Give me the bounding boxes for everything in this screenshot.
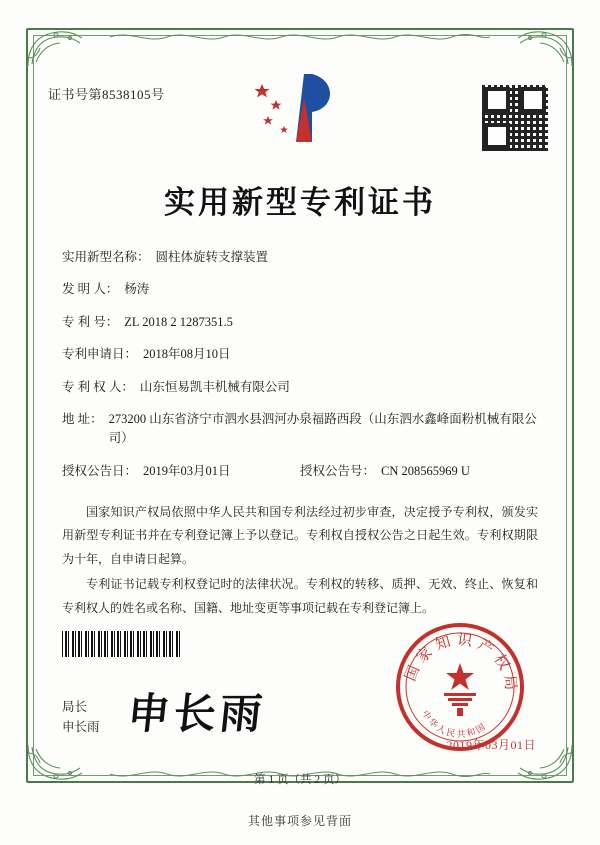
border-flourish-top-icon xyxy=(110,30,490,44)
field-row-patentee xyxy=(62,378,538,397)
signature-block xyxy=(62,697,100,737)
signature-name: 申长雨 xyxy=(62,720,100,734)
field-value: 圆柱体旋转支撑装置 xyxy=(155,250,269,264)
field-value: 2018年08月10日 xyxy=(143,347,231,362)
field-list xyxy=(62,248,538,481)
svg-text:中华人民共和国: 中华人民共和国 xyxy=(419,709,490,741)
field-label: 授权公告号： xyxy=(300,463,376,478)
official-seal xyxy=(394,621,526,753)
barcode xyxy=(62,631,180,657)
grant-date-group xyxy=(62,462,300,481)
field-row-name xyxy=(62,248,538,267)
field-value: 2019年03月01日 xyxy=(143,463,231,478)
signature-title: 局长 xyxy=(62,700,88,714)
field-label: 地 址： xyxy=(62,411,103,426)
handwritten-signature: 申长雨 xyxy=(125,689,269,738)
paragraph-1: 国家知识产权局依照中华人民共和国专利法经过初步审查，决定授予专利权，颁发实用新型专利证书并在专利登记簿上予以登记。专利权自授权公告之日起生效。专利权期限为十年，自申请日起算。 xyxy=(62,505,538,566)
page-indicator: 第 1 页（共 2 页） xyxy=(254,774,346,786)
field-row-inventor xyxy=(62,280,538,299)
field-row-application-date xyxy=(62,345,538,364)
field-label: 专利申请日： xyxy=(62,347,138,362)
field-label: 专 利 权 人： xyxy=(62,379,134,394)
paragraph-2: 专利证书记载专利权登记时的法律状况。专利权的转移、质押、无效、终止、恢复和专利权人的姓名或名称、国籍、地址变更等事项记载在专利登记簿上。 xyxy=(62,577,538,615)
field-label: 实用新型名称： xyxy=(62,250,150,264)
field-value: ZL 2018 2 1287351.5 xyxy=(124,314,233,329)
grant-number-group xyxy=(300,462,538,481)
certificate-number: 证书号第8538105号 xyxy=(48,87,165,102)
field-row-patent-number xyxy=(62,313,538,332)
field-row-grant xyxy=(62,462,538,481)
field-row-address xyxy=(62,410,538,449)
field-label: 专 利 号： xyxy=(62,314,119,329)
field-value: CN 208565969 U xyxy=(381,463,470,478)
field-value: 杨涛 xyxy=(124,282,150,297)
field-label: 授权公告日： xyxy=(62,463,138,478)
certificate-content xyxy=(48,60,552,622)
field-value: 山东恒易凯丰机械有限公司 xyxy=(139,379,290,394)
page-title: 实用新型专利证书 xyxy=(164,185,436,221)
seal-date: 2019年03月01日 xyxy=(446,738,536,752)
svg-text:国家知识产权局: 国家知识产权局 xyxy=(400,630,521,696)
field-label: 发 明 人： xyxy=(62,282,119,297)
body-paragraphs xyxy=(62,501,538,620)
field-value: 273200 山东省济宁市泗水县泗河办泉福路西段（山东泗水鑫峰面粉机械有限公司） xyxy=(108,411,537,446)
footnote: 其他事项参见背面 xyxy=(247,814,352,828)
